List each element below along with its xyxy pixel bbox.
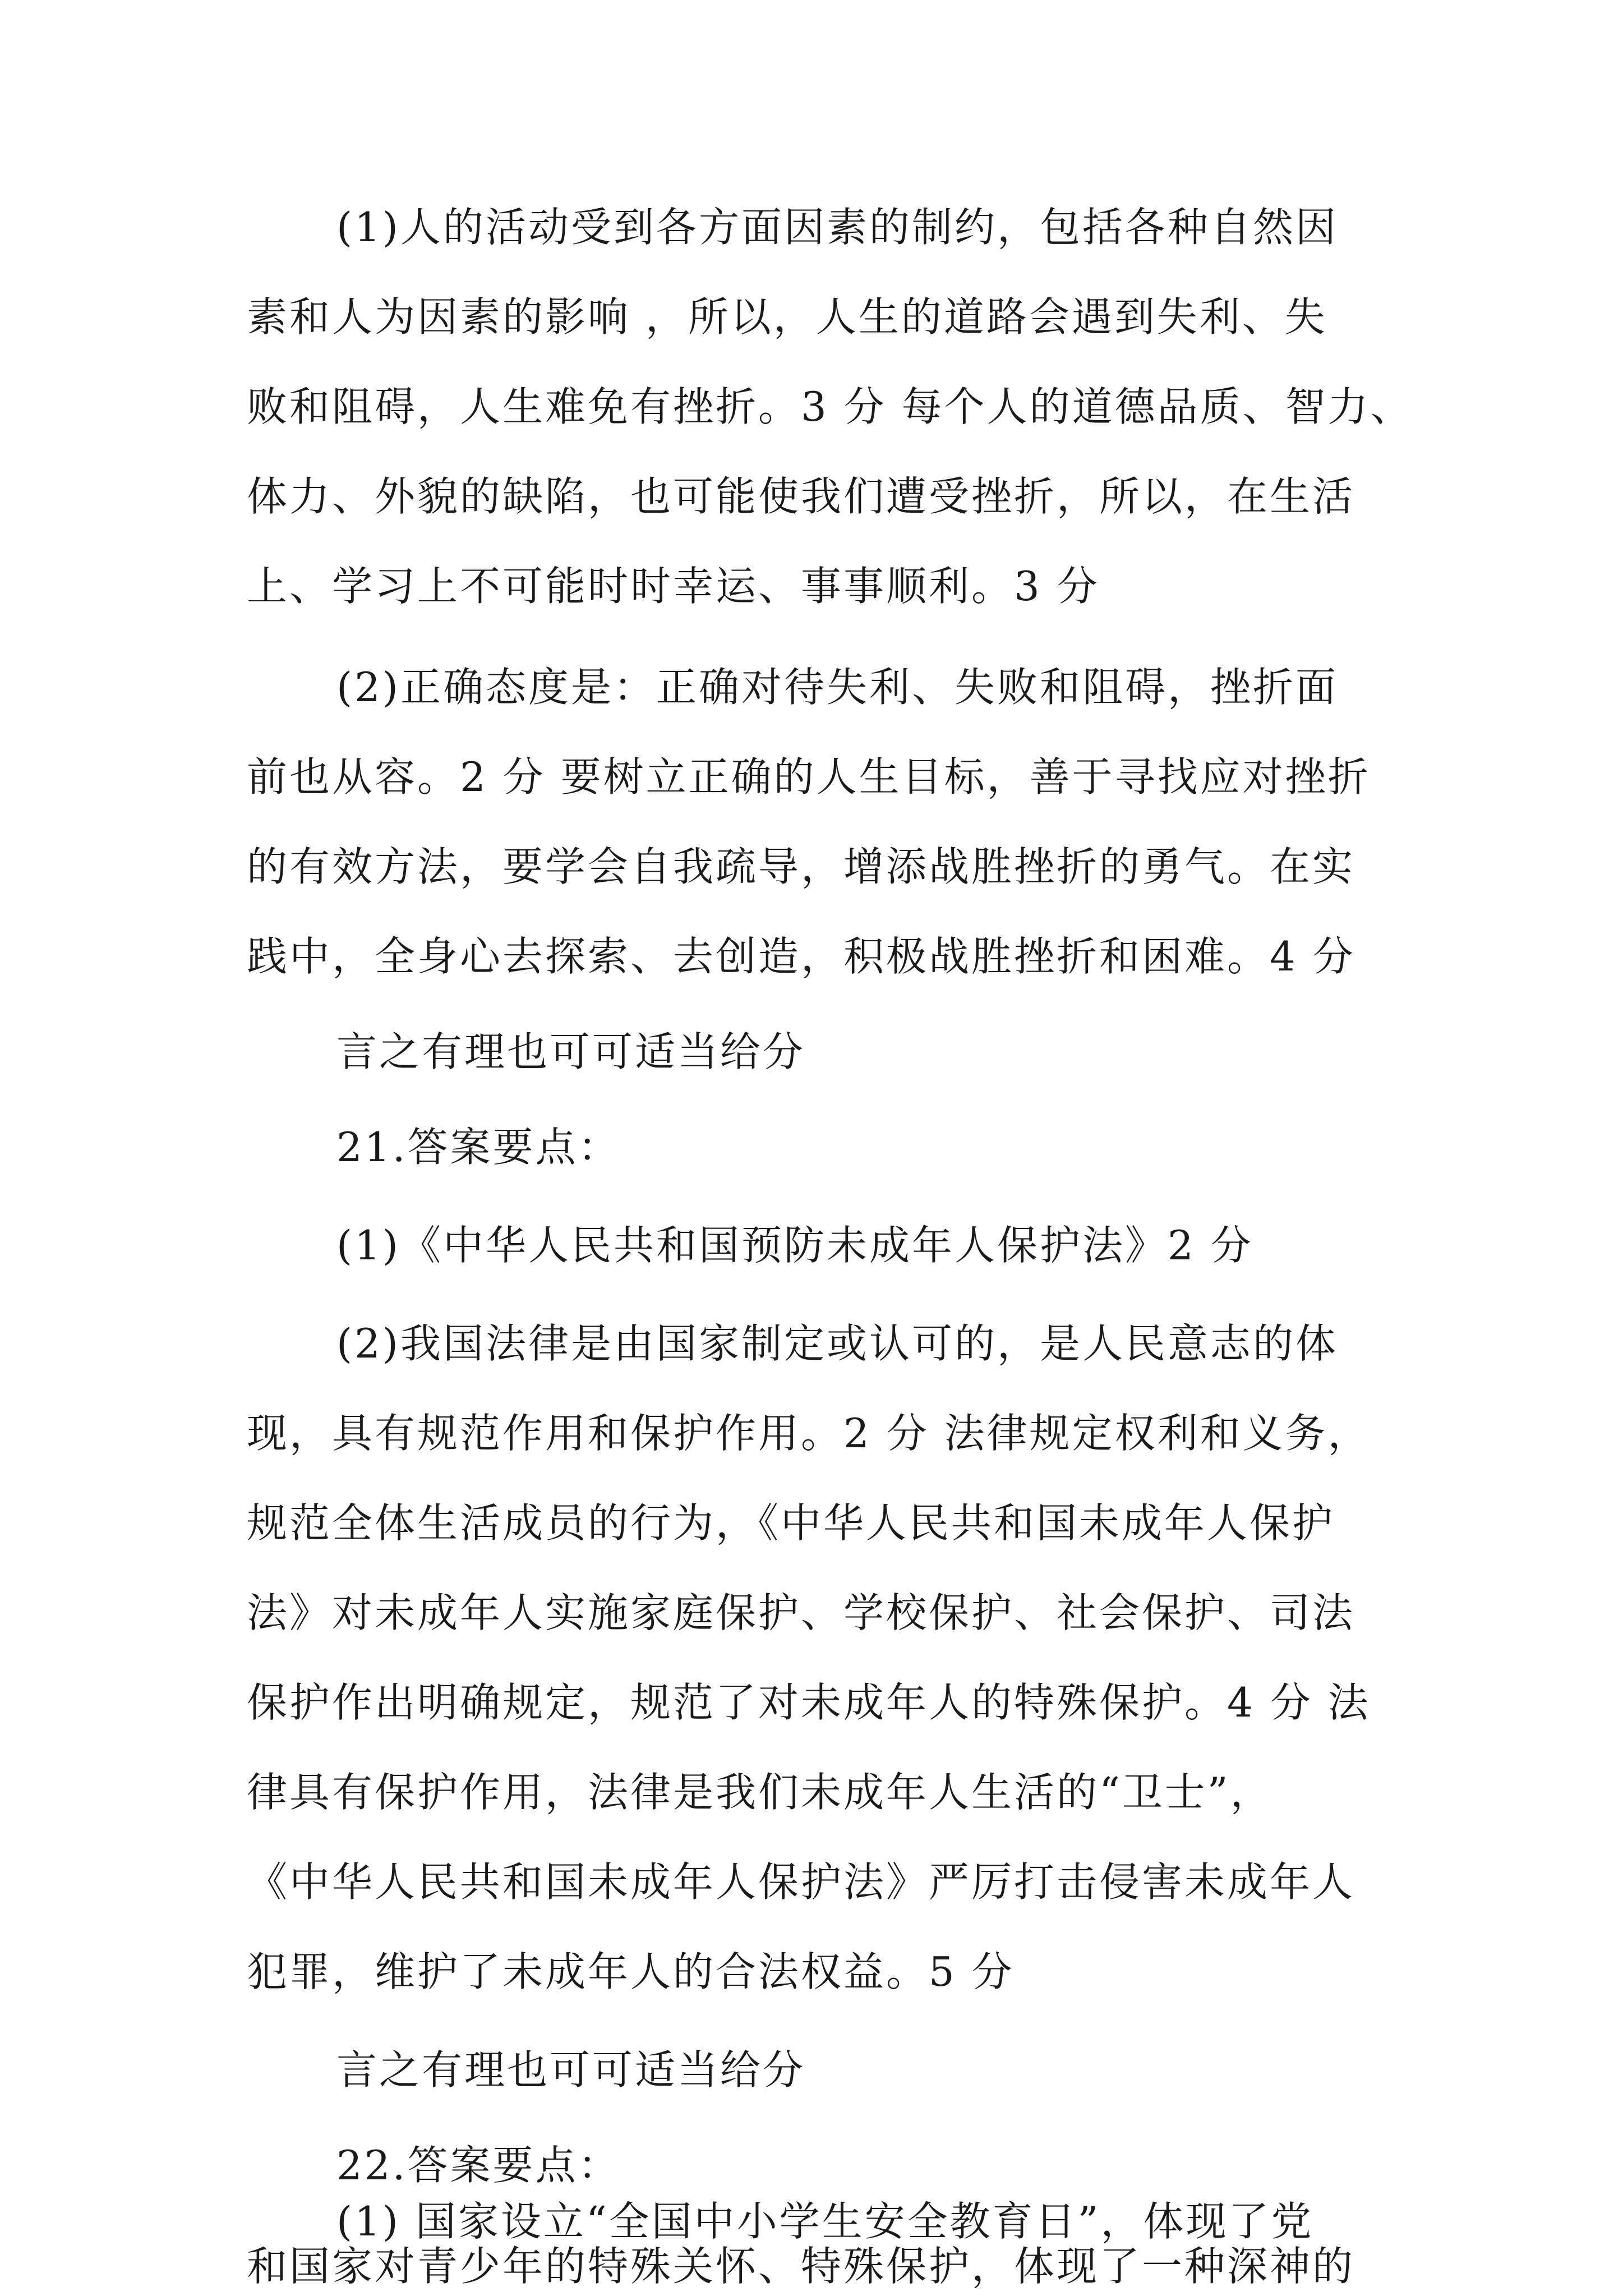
text-line: (1)人的活动受到各方面因素的制约，包括各种自然因 [336, 204, 1338, 251]
section-heading: 21.答案要点： [336, 1124, 621, 1171]
text-line: 犯罪，维护了未成年人的合法权益。5 分 [247, 1948, 1015, 1995]
text-line: 体力、外貌的缺陷，也可能使我们遭受挫折，所以，在生活 [247, 473, 1355, 520]
text-line: 败和阻碍，人生难免有挫折。3 分 每个人的道德品质、智力、 [247, 383, 1413, 430]
text-line: 言之有理也可可适当给分 [336, 1028, 806, 1075]
text-line: 《中华人民共和国未成年人保护法》严厉打击侵害未成年人 [247, 1858, 1355, 1906]
text-line: (2)正确态度是：正确对待失利、失败和阻碍，挫折面 [336, 664, 1338, 711]
text-line: 言之有理也可可适当给分 [336, 2046, 806, 2093]
text-line: 现，具有规范作用和保护作用。2 分 法律规定权利和义务， [247, 1410, 1371, 1457]
text-line: 法》对未成年人实施家庭保护、学校保护、社会保护、司法 [247, 1589, 1355, 1636]
text-line: 前也从容。2 分 要树立正确的人生目标，善于寻找应对挫折 [247, 753, 1371, 800]
section-heading: 22.答案要点： [336, 2142, 621, 2189]
text-line: 素和人为因素的影响 ，所以，人生的道路会遇到失利、失 [247, 293, 1327, 341]
text-line: 上、学习上不可能时时幸运、事事顺利。3 分 [247, 563, 1100, 610]
text-line: 践中，全身心去探索、去创造，积极战胜挫折和困难。4 分 [247, 933, 1355, 980]
text-line: 保护作出明确规定，规范了对未成年人的特殊保护。4 分 法 [247, 1679, 1371, 1726]
text-line: 和国家对青少年的特殊关怀、特殊保护，体现了一种深神的 [247, 2243, 1355, 2290]
text-line: 规范全体生活成员的行为，《中华人民共和国未成年人保护 [247, 1499, 1335, 1547]
text-line: 的有效方法，要学会自我疏导，增添战胜挫折的勇气。在实 [247, 843, 1355, 890]
text-line: (2)我国法律是由国家制定或认可的，是人民意志的体 [336, 1320, 1338, 1367]
text-line: (1) 国家设立“全国中小学生安全教育日”，体现了党 [336, 2198, 1314, 2245]
text-line: (1)《中华人民共和国预防未成年人保护法》2 分 [336, 1222, 1253, 1269]
text-line: 律具有保护作用，法律是我们未成年人生活的“卫士”， [247, 1769, 1273, 1816]
